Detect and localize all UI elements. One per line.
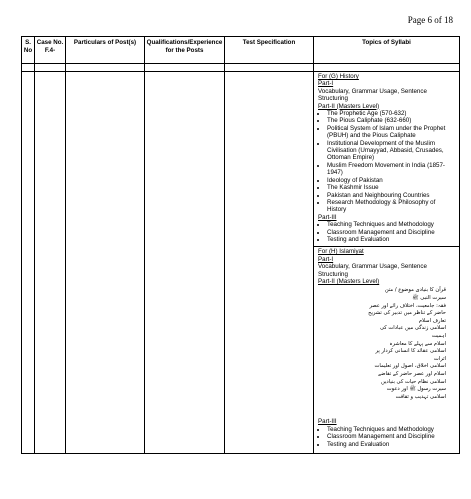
- header-topics: Topics of Syllabi: [314, 37, 460, 64]
- list-item: ☆ سیرت رسول ﷺ اور دعوت: [368, 386, 456, 394]
- list-item: ☆ اسلام سے پہلے کا معاشرہ: [368, 341, 456, 349]
- list-item: • Ideology of Pakistan: [327, 177, 456, 184]
- list-item: ☆ اسلام اور عصر حاضر کے تقاضے: [368, 371, 456, 379]
- s-no-cell: [22, 64, 35, 72]
- list-item: • The Prophetic Age (570-632): [327, 110, 456, 117]
- syllabus-table: [21, 36, 460, 454]
- list-item: • Classroom Management and Discipline: [327, 433, 456, 440]
- list-item: • Teaching Techniques and Methodology: [327, 426, 456, 433]
- history-part1-text: Vocabulary, Grammar Usage, Sentence Structuring: [318, 87, 427, 103]
- list-item: • The Kashmir Issue: [327, 184, 456, 191]
- list-item: ☆ اسلامی نظام حیات کی بنیادیں: [368, 379, 456, 387]
- list-item: • Testing and Evaluation: [327, 236, 456, 243]
- list-item: ☆ اسلامی اخلاق، اصول اور تعلیمات: [368, 363, 456, 371]
- list-item: • Political System of Islam under the Prophet (PBUH) and the Pious Caliphate: [327, 125, 456, 140]
- islamiyat-urdu-topics-list: [318, 287, 456, 401]
- list-item: ☆ اسلامی عقائد کا انسانی کردار پر اثرات: [368, 348, 456, 363]
- history-topics-list: [318, 110, 456, 214]
- islamiyat-part1-label: Part-I: [318, 255, 334, 263]
- history-heading: For (G) History: [318, 73, 359, 80]
- header-s-no: S. No: [22, 37, 35, 64]
- table-row: [22, 64, 460, 72]
- list-item: • Institutional Development of the Muslim Civilisation (Umayyad, Abbasid, Crusades, Ottoman Empire): [327, 140, 456, 162]
- islamiyat-part3-list: [318, 426, 456, 448]
- header-test-specification: Test Specification: [225, 37, 314, 64]
- history-part1-label: Part-I: [318, 80, 334, 88]
- list-item: ☆ قرآن کا بنیادی موضوع / متن: [368, 287, 456, 295]
- header-particulars: Particulars of Post(s): [66, 37, 145, 64]
- header-case-no: Case No. F.4-: [35, 37, 66, 64]
- header-qualifications: Qualifications/Experience for the Posts: [145, 37, 225, 64]
- history-part2-label: Part-II (Masters Level): [318, 102, 380, 110]
- list-item: • Muslim Freedom Movement in India (1857-1947): [327, 162, 456, 177]
- islamiyat-part1-text: Vocabulary, Grammar Usage, Sentence Structuring: [318, 263, 427, 278]
- list-item: • Teaching Techniques and Methodology: [327, 221, 456, 228]
- header-row: [22, 37, 460, 64]
- list-item: ☆ فقہ: جامعیت، اختلاف رائے اور عصر حاضر کے تناظر میں تدبیر کی تشریح: [368, 303, 456, 318]
- test-spec-cell: [225, 64, 314, 72]
- list-item: • Classroom Management and Discipline: [327, 229, 456, 236]
- page-number: Page 6 of 18: [407, 15, 453, 25]
- islamiyat-part3-label: Part-III: [318, 418, 337, 426]
- table-row: [22, 72, 460, 454]
- islamiyat-heading: For (H) Islamiyat: [318, 248, 364, 256]
- list-item: • Research Methodology & Philosophy of History: [327, 199, 456, 214]
- list-item: ☆ اسلامی زندگی میں عبادات کی اہمیت: [368, 325, 456, 340]
- history-section: [314, 73, 459, 247]
- particulars-cell: [66, 64, 145, 72]
- list-item: • Pakistan and Neighbouring Countries: [327, 192, 456, 199]
- list-item: ☆ اسلامی تہذیب و ثقافت: [368, 394, 456, 402]
- islamiyat-section: [314, 247, 459, 451]
- case-no-cell: [35, 64, 66, 72]
- list-item: • Testing and Evaluation: [327, 441, 456, 448]
- qualifications-cell: [145, 64, 225, 72]
- list-item: ☆ تعارف اسلام: [368, 318, 456, 326]
- list-item: ☆ سیرت النبی ﷺ: [368, 295, 456, 303]
- history-part3-label: Part-III: [318, 213, 337, 221]
- topics-cell: [314, 64, 460, 72]
- islamiyat-part2-label: Part-II (Masters Level): [318, 277, 380, 285]
- topics-syllabus-cell: [314, 72, 460, 454]
- history-part3-list: [318, 221, 456, 243]
- list-item: • The Pious Caliphate (632-660): [327, 117, 456, 124]
